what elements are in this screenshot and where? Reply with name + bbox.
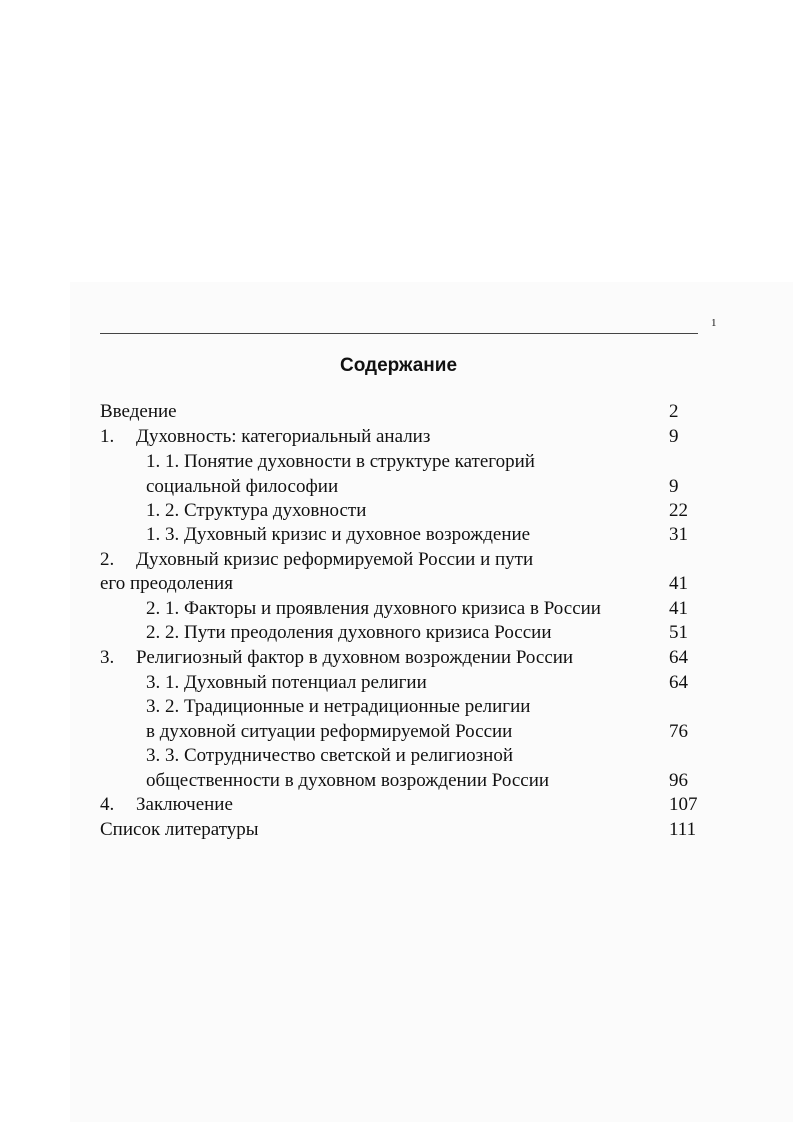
toc-entry-text: 3. 3. Сотрудничество светской и религиозной	[146, 745, 513, 766]
toc-entry-page: 41	[669, 598, 688, 619]
toc-entry-text: Список литературы	[100, 819, 259, 840]
toc-entry-page: 9	[669, 426, 679, 447]
toc-entry-number: 1.	[100, 426, 115, 447]
page-number: 1	[711, 317, 717, 329]
toc-entry-page: 51	[669, 622, 688, 643]
header-rule	[100, 333, 698, 334]
toc-entry-page: 107	[669, 794, 698, 815]
toc-entry-text: Духовный кризис реформируемой России и пути	[136, 549, 534, 570]
toc-entry-number: 2.	[100, 549, 115, 570]
toc-entry-page: 111	[669, 819, 697, 840]
toc-entry-text: 2. 1. Факторы и проявления духовного кризиса в России	[146, 598, 601, 619]
toc-entry-page: 2	[669, 401, 679, 422]
toc-entry-text: Введение	[100, 401, 177, 422]
toc-title: Содержание	[339, 355, 458, 376]
toc-entry-text: социальной философии	[146, 476, 339, 497]
toc-entry-page: 41	[669, 573, 688, 594]
toc-entry-page: 22	[669, 500, 688, 521]
toc-entry-text: 2. 2. Пути преодоления духовного кризиса России	[146, 622, 552, 643]
toc-entry-text: общественности в духовном возрождении России	[146, 770, 550, 791]
toc-entry-text: 1. 3. Духовный кризис и духовное возрождение	[146, 524, 531, 545]
toc-entry-text: Заключение	[136, 794, 233, 815]
toc-entry-text: 1. 2. Структура духовности	[146, 500, 367, 521]
toc-entry-text: 1. 1. Понятие духовности в структуре категорий	[146, 451, 535, 472]
toc-entry-page: 9	[669, 476, 679, 497]
toc-entry-page: 31	[669, 524, 688, 545]
toc-entry-text: Духовность: категориальный анализ	[136, 426, 431, 447]
toc-entry-number: 4.	[100, 794, 115, 815]
toc-entry-text: 3. 2. Традиционные и нетрадиционные религии	[146, 696, 531, 717]
toc-entry-text: в духовной ситуации реформируемой России	[146, 721, 513, 742]
toc-entry-page: 76	[669, 721, 688, 742]
toc-entry-text: Религиозный фактор в духовном возрождении России	[136, 647, 574, 668]
toc-entry-text: 3. 1. Духовный потенциал религии	[146, 672, 427, 693]
toc-entry-page: 64	[669, 647, 688, 668]
toc-entry-text: его преодоления	[100, 573, 233, 594]
toc-entry-number: 3.	[100, 647, 115, 668]
toc-entry-page: 96	[669, 770, 688, 791]
toc-entry-page: 64	[669, 672, 688, 693]
